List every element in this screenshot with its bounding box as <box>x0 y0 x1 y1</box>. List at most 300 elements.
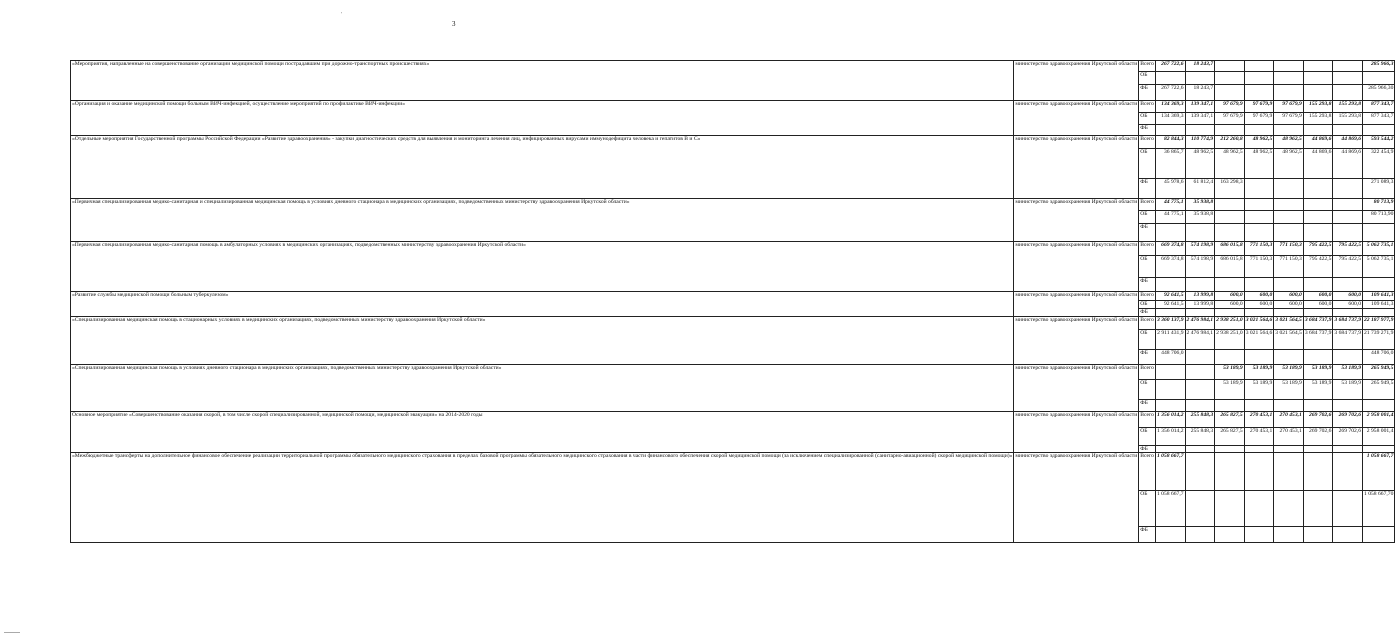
year-value-cell: 97 679,9 <box>1244 113 1274 125</box>
funding-source: ФБ <box>1139 179 1156 199</box>
funding-source: ОБ <box>1139 301 1156 309</box>
year-value-cell <box>1185 224 1215 242</box>
year-value-cell <box>1244 350 1274 365</box>
total-cell: 5 062 735,1 <box>1363 256 1395 278</box>
year-value-cell <box>1244 61 1274 72</box>
year-value-cell <box>1303 400 1333 412</box>
funding-source: ФБ <box>1139 350 1156 365</box>
event-description: «Организация и оказание медицинской помощи больным ВИЧ-инфекцией, осуществление мероприятий по профилактике ВИЧ-инфекции» <box>71 101 1014 136</box>
year-value-cell <box>1333 85 1363 101</box>
year-value-cell <box>1333 400 1363 412</box>
year-value-cell <box>1303 527 1333 543</box>
year-value-cell: 269 702,6 <box>1303 412 1333 428</box>
funding-source: Всего <box>1139 136 1156 149</box>
year-value-cell: 2 476 984,1 <box>1185 330 1215 350</box>
funding-source: Всего <box>1139 453 1156 491</box>
year-value-cell <box>1244 278 1274 292</box>
event-description: «Специализированная медицинская помощь в стационарных условиях в медицинских организациях, подведомственных министерству здравоохранения Иркутской области» <box>71 317 1014 365</box>
year-value-cell <box>1244 446 1274 453</box>
table-row <box>71 101 1395 113</box>
year-value-cell: 771 150,3 <box>1274 242 1304 256</box>
event-description: «Развитие службы медицинской помощи больным туберкулезом» <box>71 292 1014 317</box>
year-value-cell <box>1215 453 1245 491</box>
year-value-cell: 771 150,3 <box>1274 256 1304 278</box>
year-value-cell: 686 015,8 <box>1215 256 1245 278</box>
year-value-cell <box>1185 453 1215 491</box>
year-value-cell: 600,0 <box>1244 292 1274 301</box>
year-value-cell <box>1185 491 1215 527</box>
budget-table <box>70 60 1395 543</box>
year-value-cell: 3 684 737,9 <box>1333 330 1363 350</box>
year-value-cell: 53 189,9 <box>1244 380 1274 400</box>
table-body <box>71 61 1395 543</box>
funding-source: Всего <box>1139 61 1156 72</box>
total-cell: 271 089,3 <box>1363 179 1395 199</box>
total-cell: 80 713,90 <box>1363 211 1395 224</box>
year-value-cell: 269 702,6 <box>1333 412 1363 428</box>
year-value-cell <box>1215 309 1245 317</box>
year-value-cell <box>1274 309 1304 317</box>
year-value-cell <box>1185 278 1215 292</box>
year-value-cell: 48 962,5 <box>1244 136 1274 149</box>
year-value-cell: 3 684 737,9 <box>1303 330 1333 350</box>
event-description: «Первичная специализированная медико-санитарная помощь в амбулаторных условиях в медицинских организациях, подведомственных министерству здравоохранения Иркутской области» <box>71 242 1014 292</box>
funding-source: ОБ <box>1139 72 1156 85</box>
year-value-cell <box>1244 72 1274 85</box>
table-row <box>71 136 1395 149</box>
year-value-cell <box>1244 527 1274 543</box>
table-row <box>71 292 1395 301</box>
funding-source: ОБ <box>1139 330 1156 350</box>
year-value-cell: 600,0 <box>1274 292 1304 301</box>
year-value-cell: 269 702,6 <box>1333 428 1363 446</box>
year-value-cell <box>1244 125 1274 136</box>
year-value-cell: 267 722,6 <box>1155 85 1185 101</box>
year-value-cell <box>1215 491 1245 527</box>
year-value-cell: 1 356 014,2 <box>1155 412 1185 428</box>
responsible-executor: министерство здравоохранения Иркутской области <box>1014 453 1139 543</box>
funding-source: Всего <box>1139 242 1156 256</box>
year-value-cell <box>1215 125 1245 136</box>
year-value-cell: 270 453,1 <box>1274 412 1304 428</box>
year-value-cell <box>1274 527 1304 543</box>
total-cell: 5 062 735,1 <box>1363 242 1395 256</box>
year-value-cell <box>1333 446 1363 453</box>
year-value-cell: 771 150,3 <box>1244 242 1274 256</box>
year-value-cell <box>1244 309 1274 317</box>
year-value-cell: 92 641,5 <box>1155 292 1185 301</box>
year-value-cell <box>1274 278 1304 292</box>
year-value-cell <box>1274 400 1304 412</box>
year-value-cell <box>1185 527 1215 543</box>
year-value-cell <box>1333 125 1363 136</box>
funding-source: ОБ <box>1139 149 1156 179</box>
year-value-cell <box>1303 85 1333 101</box>
year-value-cell <box>1185 309 1215 317</box>
year-value-cell <box>1244 400 1274 412</box>
year-value-cell: 267 722,6 <box>1155 61 1185 72</box>
event-description: «Первичная специализированная медико-санитарная и специализированная медицинская помощь в условиях дневного стационара в медицинских организациях, подведомственных министерству здравоохранения Иркутской области» <box>71 199 1014 242</box>
year-value-cell <box>1274 491 1304 527</box>
year-value-cell <box>1303 72 1333 85</box>
year-value-cell: 2 938 251,0 <box>1215 330 1245 350</box>
year-value-cell: 3 021 564,6 <box>1244 317 1274 330</box>
year-value-cell <box>1155 527 1185 543</box>
table-row <box>71 199 1395 211</box>
year-value-cell <box>1155 72 1185 85</box>
year-value-cell <box>1185 365 1215 380</box>
year-value-cell: 48 962,5 <box>1215 149 1245 179</box>
year-value-cell: 795 422,5 <box>1303 256 1333 278</box>
year-value-cell: 600,0 <box>1215 292 1245 301</box>
table-row <box>71 317 1395 330</box>
total-cell: 21 739 271,9 <box>1363 330 1395 350</box>
year-value-cell: 45 978,6 <box>1155 179 1185 199</box>
responsible-executor: министерство здравоохранения Иркутской области <box>1014 101 1139 136</box>
year-value-cell: 2 938 251,0 <box>1215 317 1245 330</box>
table-row <box>71 61 1395 72</box>
funding-source: Всего <box>1139 199 1156 211</box>
year-value-cell <box>1215 278 1245 292</box>
event-description: Основное мероприятие «Совершенствование оказания скорой, в том числе скорой специализированной, медицинской помощи, медицинской эвакуации» на 2014-2020 годы <box>71 412 1014 453</box>
funding-source: ФБ <box>1139 309 1156 317</box>
year-value-cell <box>1274 61 1304 72</box>
total-cell: 285 966,30 <box>1363 85 1395 101</box>
year-value-cell <box>1333 61 1363 72</box>
year-value-cell: 3 021 564,5 <box>1274 330 1304 350</box>
year-value-cell <box>1303 199 1333 211</box>
total-cell: 80 713,9 <box>1363 199 1395 211</box>
year-value-cell: 139 347,1 <box>1185 113 1215 125</box>
total-cell: 2 958 001,4 <box>1363 412 1395 428</box>
funding-source: ОБ <box>1139 113 1156 125</box>
table-row <box>71 365 1395 380</box>
year-value-cell <box>1215 199 1245 211</box>
year-value-cell: 134 369,3 <box>1155 113 1185 125</box>
funding-source: Всего <box>1139 101 1156 113</box>
total-cell <box>1363 224 1395 242</box>
year-value-cell <box>1333 527 1363 543</box>
year-value-cell: 3 684 737,9 <box>1303 317 1333 330</box>
total-cell: 265 949,5 <box>1363 365 1395 380</box>
year-value-cell <box>1185 400 1215 412</box>
year-value-cell <box>1303 224 1333 242</box>
year-value-cell: 134 369,3 <box>1155 101 1185 113</box>
funding-source: ФБ <box>1139 446 1156 453</box>
funding-source: ФБ <box>1139 125 1156 136</box>
footer-rule <box>4 632 20 633</box>
year-value-cell: 44 775,1 <box>1155 199 1185 211</box>
year-value-cell <box>1215 224 1245 242</box>
year-value-cell <box>1274 350 1304 365</box>
year-value-cell: 2 476 984,1 <box>1185 317 1215 330</box>
funding-source: Всего <box>1139 365 1156 380</box>
year-value-cell <box>1303 211 1333 224</box>
total-cell: 1 058 667,70 <box>1363 491 1395 527</box>
year-value-cell: 35 938,8 <box>1185 211 1215 224</box>
total-cell: 877 343,7 <box>1363 113 1395 125</box>
funding-source: ОБ <box>1139 211 1156 224</box>
year-value-cell <box>1155 125 1185 136</box>
year-value-cell: 53 189,9 <box>1274 380 1304 400</box>
year-value-cell: 270 453,1 <box>1274 428 1304 446</box>
year-value-cell <box>1303 491 1333 527</box>
year-value-cell <box>1303 61 1333 72</box>
total-cell: 322 454,9 <box>1363 149 1395 179</box>
year-value-cell <box>1274 125 1304 136</box>
year-value-cell <box>1274 453 1304 491</box>
year-value-cell <box>1274 72 1304 85</box>
year-value-cell <box>1274 224 1304 242</box>
year-value-cell <box>1333 491 1363 527</box>
year-value-cell <box>1274 179 1304 199</box>
year-value-cell <box>1185 72 1215 85</box>
total-cell: 265 949,5 <box>1363 380 1395 400</box>
year-value-cell <box>1333 309 1363 317</box>
year-value-cell: 53 189,9 <box>1303 380 1333 400</box>
year-value-cell: 44 869,6 <box>1333 149 1363 179</box>
funding-source: ФБ <box>1139 85 1156 101</box>
year-value-cell: 771 150,3 <box>1244 256 1274 278</box>
year-value-cell <box>1215 61 1245 72</box>
year-value-cell <box>1215 350 1245 365</box>
responsible-executor: министерство здравоохранения Иркутской области <box>1014 61 1139 101</box>
funding-source: ОБ <box>1139 256 1156 278</box>
year-value-cell <box>1155 400 1185 412</box>
year-value-cell: 44 775,1 <box>1155 211 1185 224</box>
year-value-cell: 155 293,8 <box>1333 101 1363 113</box>
year-value-cell <box>1303 446 1333 453</box>
year-value-cell: 255 848,3 <box>1185 428 1215 446</box>
year-value-cell: 795 422,5 <box>1303 242 1333 256</box>
year-value-cell: 61 812,4 <box>1185 179 1215 199</box>
total-cell <box>1363 309 1395 317</box>
funding-source: Всего <box>1139 292 1156 301</box>
responsible-executor: министерство здравоохранения Иркутской области <box>1014 242 1139 292</box>
funding-source: ФБ <box>1139 278 1156 292</box>
event-description: «Межбюджетные трансферты на дополнительное финансовое обеспечение реализации территориальной программы обязательного медицинского страхования в пределах базовой программы обязательного медицинского страхования в части финансового обеспечения скорой медицинской помощи (за исключением специализированной (санитарно-авиационной) скорой медицинской помощи)» <box>71 453 1014 543</box>
year-value-cell <box>1303 179 1333 199</box>
year-value-cell: 600,0 <box>1244 301 1274 309</box>
year-value-cell <box>1244 211 1274 224</box>
year-value-cell <box>1303 350 1333 365</box>
year-value-cell <box>1215 527 1245 543</box>
year-value-cell: 3 021 564,5 <box>1274 317 1304 330</box>
year-value-cell: 600,0 <box>1274 301 1304 309</box>
year-value-cell <box>1155 309 1185 317</box>
year-value-cell <box>1244 85 1274 101</box>
year-value-cell: 574 198,9 <box>1185 256 1215 278</box>
year-value-cell: 270 453,1 <box>1244 412 1274 428</box>
year-value-cell: 155 293,8 <box>1303 113 1333 125</box>
total-cell <box>1363 400 1395 412</box>
year-value-cell: 795 422,5 <box>1333 242 1363 256</box>
year-value-cell: 48 962,5 <box>1274 149 1304 179</box>
total-cell: 877 343,7 <box>1363 101 1395 113</box>
year-value-cell <box>1155 380 1185 400</box>
year-value-cell: 44 869,6 <box>1333 136 1363 149</box>
year-value-cell <box>1185 446 1215 453</box>
year-value-cell: 97 679,9 <box>1274 113 1304 125</box>
year-value-cell: 155 293,8 <box>1303 101 1333 113</box>
event-description: «Специализированная медицинская помощь в условиях дневного стационара в медицинских организациях, подведомственных министерству здравоохранения Иркутской области» <box>71 365 1014 412</box>
responsible-executor: министерство здравоохранения Иркутской области <box>1014 365 1139 412</box>
responsible-executor: министерство здравоохранения Иркутской области <box>1014 292 1139 317</box>
page-number: 3 <box>452 20 456 28</box>
year-value-cell: 48 962,5 <box>1185 149 1215 179</box>
year-value-cell: 1 058 667,7 <box>1155 453 1185 491</box>
year-value-cell <box>1244 179 1274 199</box>
year-value-cell <box>1215 85 1245 101</box>
year-value-cell: 269 702,6 <box>1303 428 1333 446</box>
year-value-cell: 97 679,9 <box>1244 101 1274 113</box>
year-value-cell: 155 293,8 <box>1333 113 1363 125</box>
total-cell: 448 706,0 <box>1363 350 1395 365</box>
year-value-cell: 600,0 <box>1333 292 1363 301</box>
year-value-cell: 44 869,6 <box>1303 149 1333 179</box>
year-value-cell: 1 356 014,2 <box>1155 428 1185 446</box>
funding-source: Всего <box>1139 317 1156 330</box>
year-value-cell: 92 641,5 <box>1155 301 1185 309</box>
event-description: «Мероприятия, направленные на совершенствование организации медицинской помощи пострадавшим при дорожно-транспортных происшествиях» <box>71 61 1014 101</box>
year-value-cell: 600,0 <box>1215 301 1245 309</box>
year-value-cell: 686 015,8 <box>1215 242 1245 256</box>
total-cell: 109 641,3 <box>1363 301 1395 309</box>
funding-source: ФБ <box>1139 400 1156 412</box>
year-value-cell <box>1185 350 1215 365</box>
year-value-cell <box>1303 309 1333 317</box>
year-value-cell: 53 189,9 <box>1274 365 1304 380</box>
year-value-cell: 97 679,9 <box>1274 101 1304 113</box>
year-value-cell: 600,0 <box>1303 301 1333 309</box>
year-value-cell <box>1215 446 1245 453</box>
year-value-cell: 53 189,9 <box>1215 380 1245 400</box>
year-value-cell: 18 243,7 <box>1185 61 1215 72</box>
year-value-cell <box>1274 199 1304 211</box>
year-value-cell: 669 374,8 <box>1155 242 1185 256</box>
year-value-cell: 3 684 737,9 <box>1333 317 1363 330</box>
total-cell <box>1363 446 1395 453</box>
year-value-cell: 48 962,5 <box>1244 149 1274 179</box>
year-value-cell: 1 058 667,7 <box>1155 491 1185 527</box>
year-value-cell <box>1155 278 1185 292</box>
year-value-cell: 2 911 431,9 <box>1155 330 1185 350</box>
year-value-cell: 265 827,5 <box>1215 412 1245 428</box>
funding-source: ОБ <box>1139 491 1156 527</box>
year-value-cell: 139 347,1 <box>1185 101 1215 113</box>
year-value-cell: 163 298,3 <box>1215 179 1245 199</box>
year-value-cell: 3 021 564,6 <box>1244 330 1274 350</box>
total-cell <box>1363 278 1395 292</box>
year-value-cell: 448 706,0 <box>1155 350 1185 365</box>
year-value-cell <box>1274 85 1304 101</box>
year-value-cell <box>1333 211 1363 224</box>
year-value-cell <box>1244 453 1274 491</box>
year-value-cell <box>1333 199 1363 211</box>
year-value-cell: 13 999,8 <box>1185 292 1215 301</box>
total-cell: 1 058 667,7 <box>1363 453 1395 491</box>
year-value-cell: 574 198,9 <box>1185 242 1215 256</box>
year-value-cell: 18 243,7 <box>1185 85 1215 101</box>
year-value-cell: 270 453,1 <box>1244 428 1274 446</box>
year-value-cell <box>1303 453 1333 491</box>
year-value-cell: 53 189,9 <box>1215 365 1245 380</box>
year-value-cell: 600,0 <box>1333 301 1363 309</box>
year-value-cell <box>1244 199 1274 211</box>
year-value-cell <box>1215 400 1245 412</box>
year-value-cell <box>1155 365 1185 380</box>
funding-source: ФБ <box>1139 224 1156 242</box>
event-description: «Отдельные мероприятия Государственной программы Российской Федерации «Развитие здравоохранения» - закупки диагностических средств для выявления и мониторинга лечения лиц, инфицированных вирусами иммунодефицита человека и гепатитов В и С» <box>71 136 1014 199</box>
year-value-cell <box>1333 224 1363 242</box>
year-value-cell <box>1185 380 1215 400</box>
year-value-cell: 3 360 137,9 <box>1155 317 1185 330</box>
responsible-executor: министерство здравоохранения Иркутской области <box>1014 412 1139 453</box>
year-value-cell: 35 938,8 <box>1185 199 1215 211</box>
year-value-cell <box>1333 72 1363 85</box>
total-cell: 22 187 977,9 <box>1363 317 1395 330</box>
year-value-cell: 669 374,8 <box>1155 256 1185 278</box>
funding-source: ОБ <box>1139 428 1156 446</box>
year-value-cell: 600,0 <box>1303 292 1333 301</box>
year-value-cell <box>1155 446 1185 453</box>
year-value-cell: 48 962,5 <box>1274 136 1304 149</box>
year-value-cell: 212 260,8 <box>1215 136 1245 149</box>
total-cell <box>1363 527 1395 543</box>
year-value-cell: 53 189,9 <box>1303 365 1333 380</box>
year-value-cell: 255 848,3 <box>1185 412 1215 428</box>
year-value-cell <box>1215 72 1245 85</box>
year-value-cell <box>1303 125 1333 136</box>
year-value-cell <box>1333 179 1363 199</box>
year-value-cell <box>1215 211 1245 224</box>
total-cell: 285 966,3 <box>1363 61 1395 72</box>
year-value-cell <box>1155 224 1185 242</box>
responsible-executor: министерство здравоохранения Иркутской области <box>1014 317 1139 365</box>
total-cell: 2 958 001,4 <box>1363 428 1395 446</box>
year-value-cell: 265 827,5 <box>1215 428 1245 446</box>
responsible-executor: министерство здравоохранения Иркутской области <box>1014 199 1139 242</box>
year-value-cell: 13 999,8 <box>1185 301 1215 309</box>
table-row <box>71 242 1395 256</box>
total-cell <box>1363 72 1395 85</box>
year-value-cell <box>1274 211 1304 224</box>
year-value-cell: 36 865,7 <box>1155 149 1185 179</box>
year-value-cell: 53 189,9 <box>1244 365 1274 380</box>
funding-source: Всего <box>1139 412 1156 428</box>
table-row <box>71 412 1395 428</box>
year-value-cell: 53 189,9 <box>1333 380 1363 400</box>
year-value-cell: 97 679,9 <box>1215 113 1245 125</box>
total-cell: 109 641,3 <box>1363 292 1395 301</box>
year-value-cell <box>1333 278 1363 292</box>
responsible-executor: министерство здравоохранения Иркутской области <box>1014 136 1139 199</box>
total-cell: 593 544,2 <box>1363 136 1395 149</box>
year-value-cell <box>1333 350 1363 365</box>
year-value-cell <box>1244 224 1274 242</box>
scan-mark: ' <box>341 12 343 18</box>
year-value-cell <box>1303 278 1333 292</box>
year-value-cell <box>1333 453 1363 491</box>
year-value-cell: 82 844,3 <box>1155 136 1185 149</box>
table-row <box>71 453 1395 491</box>
year-value-cell: 110 774,9 <box>1185 136 1215 149</box>
total-cell <box>1363 125 1395 136</box>
year-value-cell: 44 869,6 <box>1303 136 1333 149</box>
year-value-cell: 795 422,5 <box>1333 256 1363 278</box>
funding-source: ФБ <box>1139 527 1156 543</box>
year-value-cell: 53 189,9 <box>1333 365 1363 380</box>
